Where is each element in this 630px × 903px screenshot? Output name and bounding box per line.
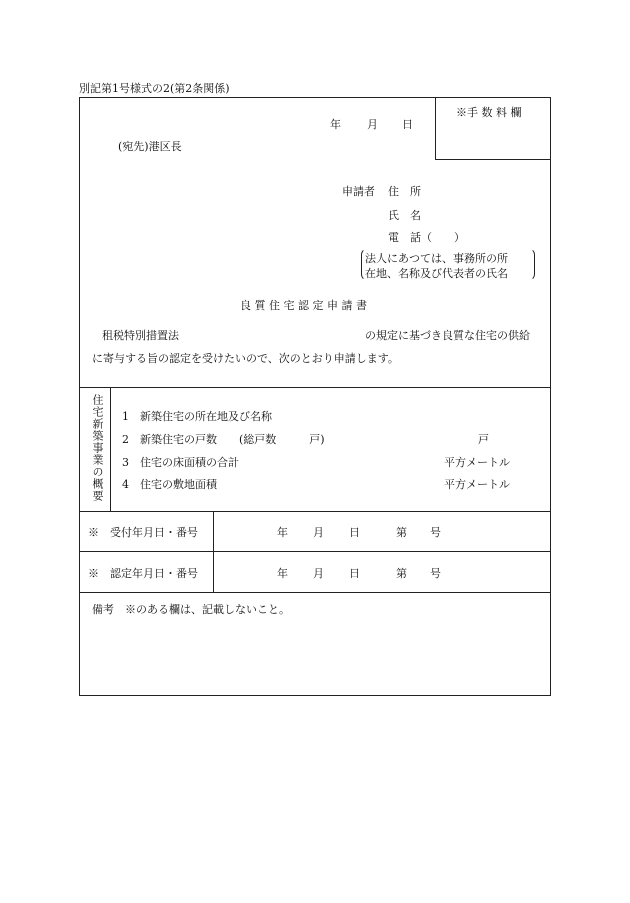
item-2-unit: 戸 — [478, 433, 489, 446]
applicant-note-line2: 在地、名称及び代表者の氏名 — [365, 267, 508, 280]
item-2: 2 新築住宅の戸数 (総戸数 戸) — [122, 433, 325, 446]
receipt-number-prefix: 第 — [396, 526, 407, 539]
body-line1-left: 租税特別措置法 — [102, 329, 179, 342]
form-reference: 別記第1号様式の2(第2条関係) — [79, 82, 230, 95]
receipt-year: 年 — [277, 526, 288, 539]
receipt-label: ※ 受付年月日・番号 — [88, 526, 198, 539]
fee-box-left-border — [435, 98, 436, 159]
fee-box-label: ※手 数 料 欄 — [456, 106, 522, 119]
section-label-divider — [110, 387, 111, 511]
addressee: (宛先)港区長 — [118, 140, 182, 153]
date-year: 年 — [330, 118, 341, 131]
applicant-name: 氏 名 — [388, 209, 421, 222]
receipt-top-border — [80, 511, 550, 512]
applicant-note-line1: 法人にあつては、事務所の所 — [365, 252, 508, 265]
body-line1-right: の規定に基づき良質な住宅の供給 — [365, 329, 530, 342]
date-day: 日 — [402, 118, 413, 131]
certification-top-border — [80, 551, 550, 552]
section-label: 住宅新築事業の概要 — [91, 394, 104, 502]
item-4-unit: 平方メートル — [444, 478, 510, 491]
receipt-month: 月 — [313, 526, 324, 539]
certification-day: 日 — [349, 567, 360, 580]
receipt-day: 日 — [349, 526, 360, 539]
certification-year: 年 — [277, 567, 288, 580]
date-month: 月 — [367, 118, 378, 131]
applicant-label: 申請者 — [342, 185, 375, 198]
remarks: 備考 ※のある欄は、記載しないこと。 — [92, 603, 290, 616]
application-form — [79, 97, 551, 696]
document-title: 良 質 住 宅 認 定 申 請 書 — [240, 299, 367, 312]
remarks-top-border — [80, 592, 550, 593]
item-3-unit: 平方メートル — [444, 456, 510, 469]
body-line2: に寄与する旨の認定を受けたいので、次のとおり申請します。 — [92, 352, 399, 365]
fee-box-bottom-border — [435, 159, 550, 160]
item-1: 1 新築住宅の所在地及び名称 — [122, 410, 272, 423]
certification-number-suffix: 号 — [430, 567, 441, 580]
section-top-border — [80, 387, 550, 388]
certification-month: 月 — [313, 567, 324, 580]
certification-label: ※ 認定年月日・番号 — [88, 567, 198, 580]
item-3: 3 住宅の床面積の合計 — [122, 456, 239, 469]
receipt-number-suffix: 号 — [430, 526, 441, 539]
certification-number-prefix: 第 — [396, 567, 407, 580]
applicant-phone: 電 話（ ） — [388, 231, 465, 244]
applicant-address: 住 所 — [388, 185, 421, 198]
item-4: 4 住宅の敷地面積 — [122, 478, 217, 491]
